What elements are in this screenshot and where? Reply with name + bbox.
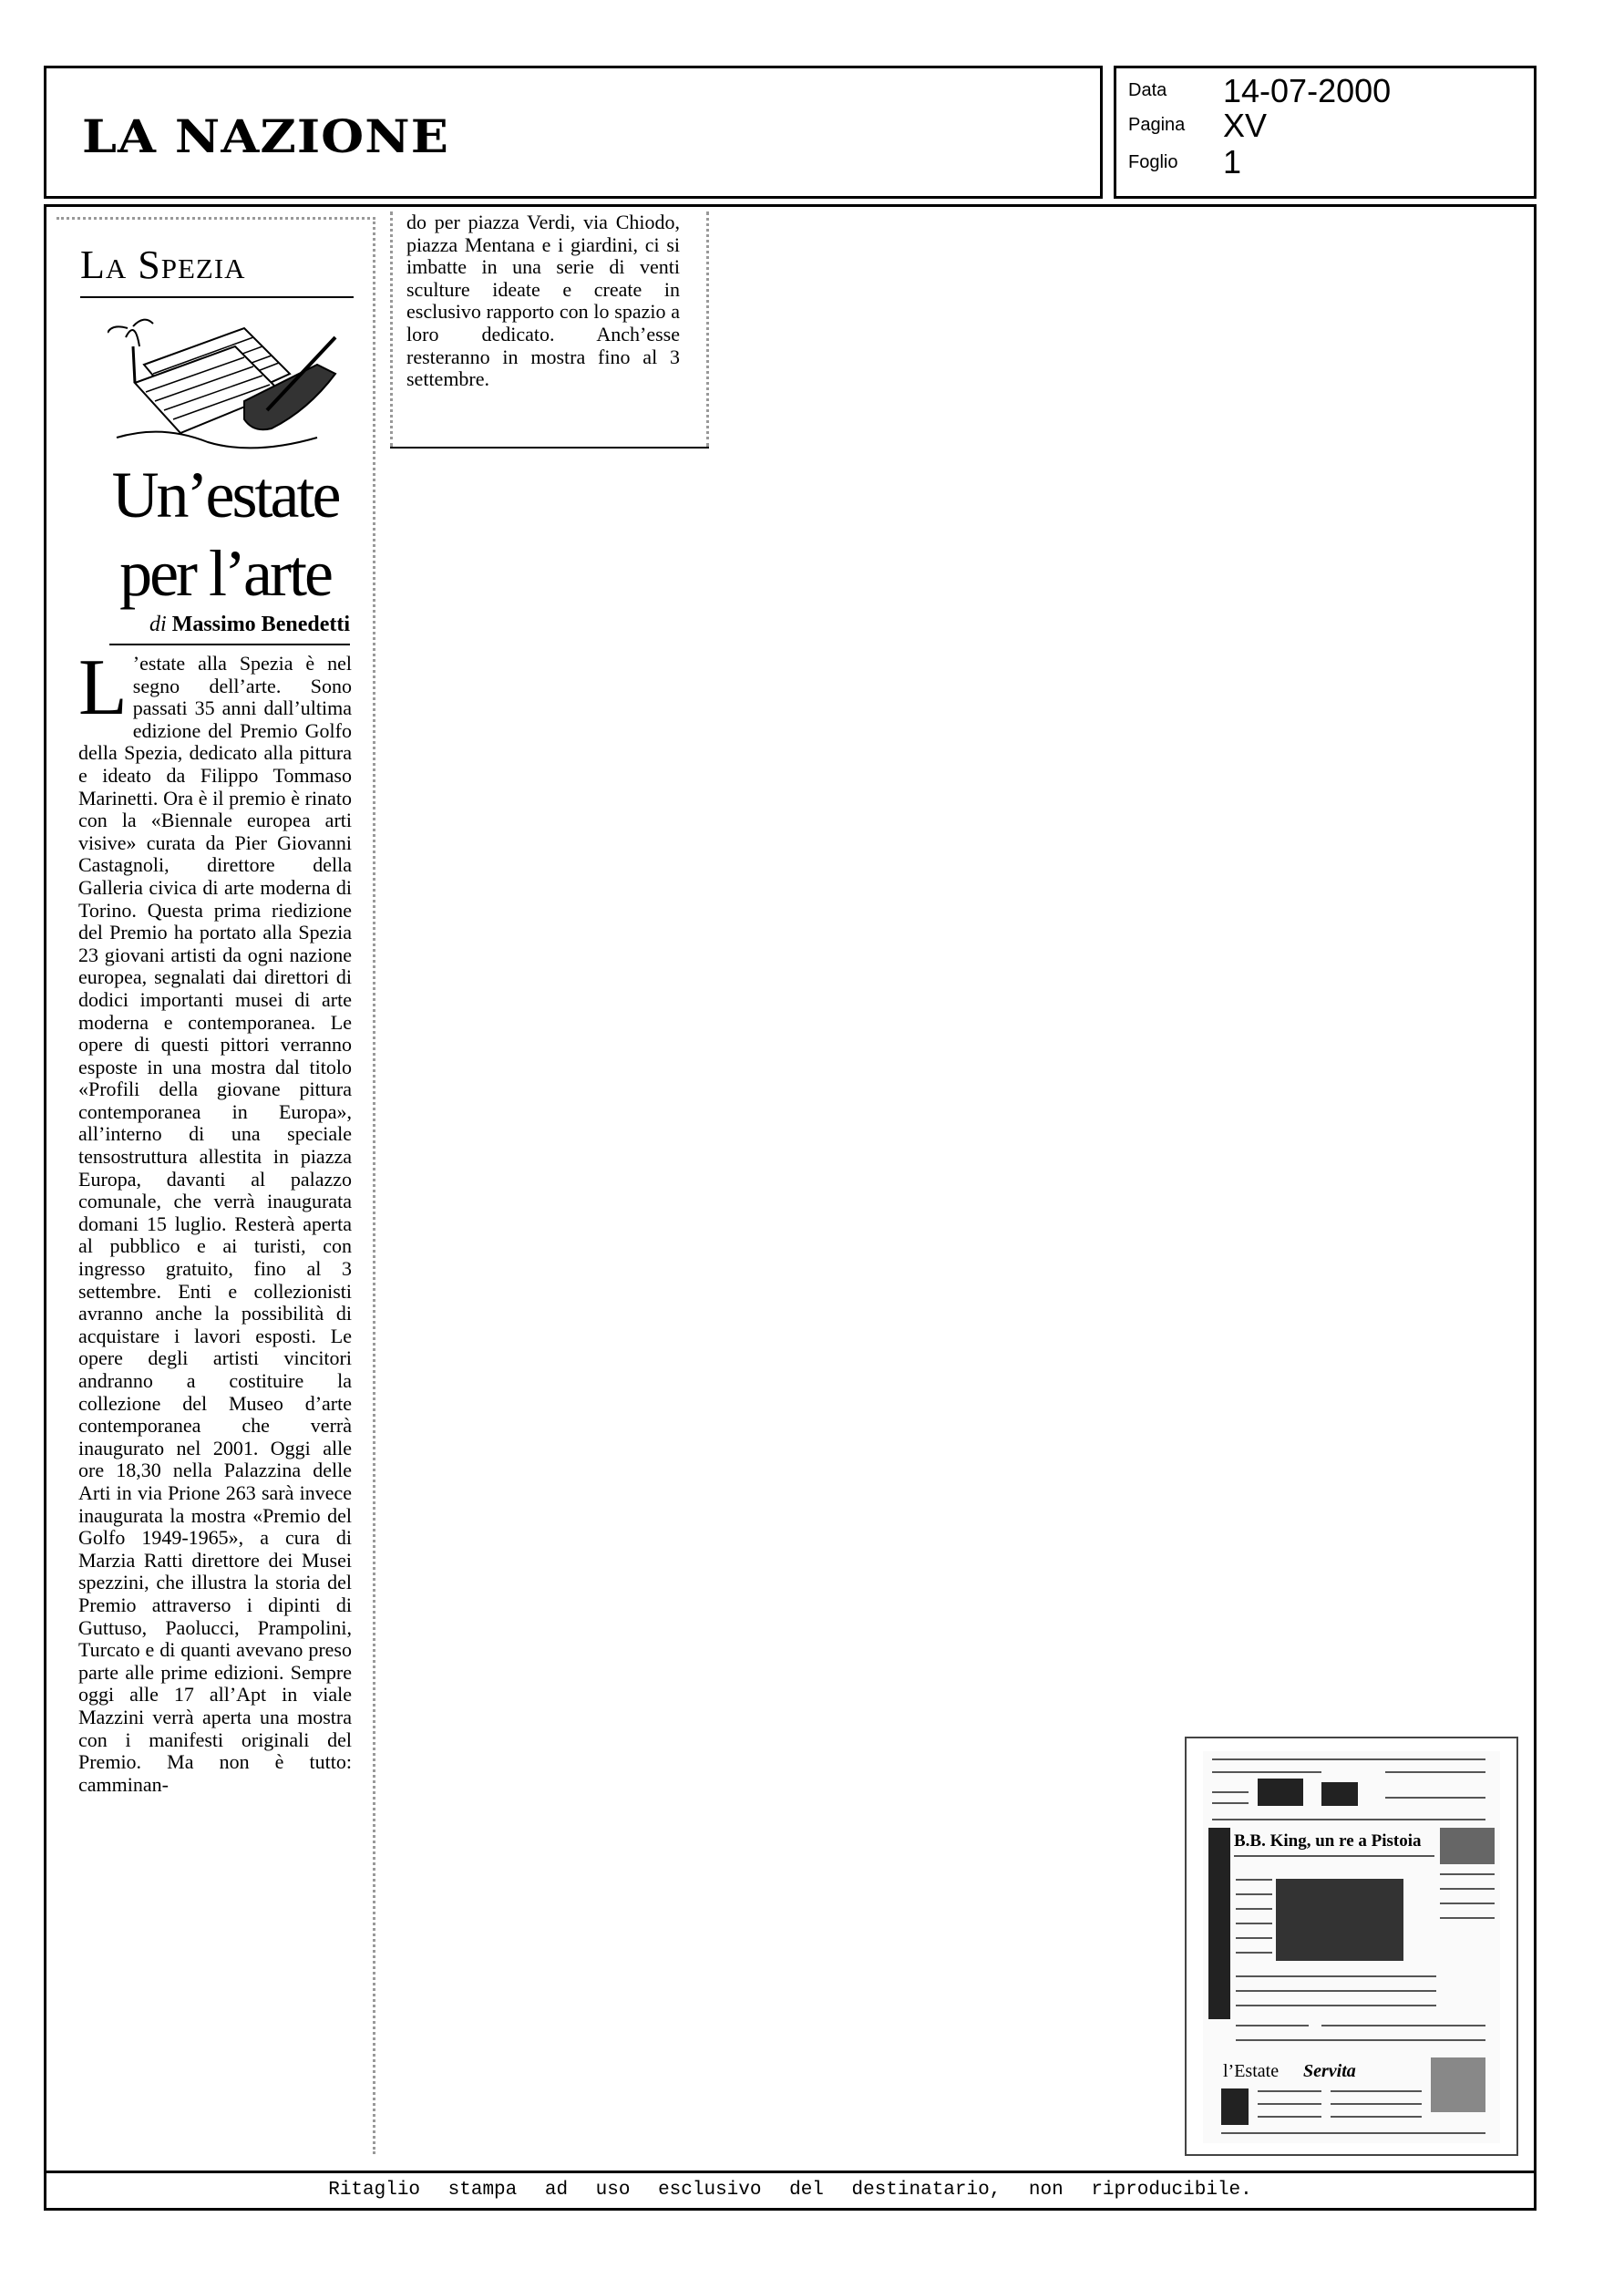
drop-cap: L bbox=[78, 644, 128, 732]
byline-prefix: di bbox=[149, 613, 167, 636]
author-name: Massimo Benedetti bbox=[171, 613, 350, 636]
thumbnail-servita: Servita bbox=[1303, 2061, 1356, 2081]
thumbnail-page bbox=[1203, 1751, 1500, 2143]
section-rule bbox=[80, 296, 354, 298]
pagina-label: Pagina bbox=[1128, 115, 1186, 135]
article-body-column-2: do per piazza Verdi, via Chiodo, piazza Mentana e i giardini, ci si imbatte in una serie di venti sculture ideate e create in esclusivo rapporto con lo spazio a loro dedicato. Anch’esse resteranno in mostra fino al 3 settembre. bbox=[406, 211, 680, 391]
thumbnail-headline: B.B. King, un re a Pistoia bbox=[1234, 1831, 1422, 1851]
newspaper-masthead: LA NAZIONE bbox=[82, 109, 449, 163]
headline-line-1: Un’estate bbox=[111, 459, 339, 531]
reproduction-notice: Ritaglio stampa ad uso esclusivo del destinatario, non riproducibile. bbox=[44, 2171, 1537, 2211]
pagina-value: XV bbox=[1223, 107, 1268, 144]
headline bbox=[84, 456, 366, 613]
headline-line-2: per l’arte bbox=[119, 537, 331, 610]
article-body-column-1 bbox=[78, 644, 352, 1796]
data-label: Data bbox=[1128, 80, 1167, 100]
page-thumbnail bbox=[1185, 1737, 1518, 2156]
foglio-label: Foglio bbox=[1128, 152, 1178, 172]
article-text-1: ’estate alla Spezia è nel segno dell’arte. Sono passati 35 anni dall’ultima edizione del Premio Golfo della Spezia, dedicato alla pittura e ideato da Filippo Tommaso Marinetti. Ora è il premio è rinato con la «Biennale europea arti visive» curata da Pier Giovanni Castagnoli, direttore della Galleria civica di arte moderna di Torino. Questa prima riedizione del Premio ha portato alla Spezia 23 giovani artisti da ogni nazione europea, segnalati dai direttori di dodici importanti musei di arte moderna e contemporanea. Le opere di questi pittori verranno esposte in una mostra dal titolo «Profili della giovane pittura contemporanea in Europa», all’interno di una speciale tensostruttura allestita in piazza Europa, davanti al palazzo comunale, che verrà inaugurata domani 15 luglio. Resterà aperta al pubblico e ai turisti, con ingresso gratuito, fino al 3 settembre. Enti e collezionisti avranno anche la possibilità di acquistare i lavori esposti. Le opere degli artisti vincitori andranno a costituire la collezione del Museo d’arte contemporanea che verrà inaugurato nel 2001. Oggi alle ore 18,30 nella Palazzina delle Arti in via Prione 263 sarà invece inaugurata la mostra «Premio del Golfo 1949-1965», a cura di Marzia Ratti direttore dei Musei spezzini, che illustra la storia del Premio attraverso i dipinti di Guttuso, Paolucci, Prampolini, Turcato e di quanti avevano preso parte alle prime edizioni. Sempre oggi alle 17 all’Apt in viale Mazzini verrà aperta una mostra con i manifesti originali del Premio. Ma non è tutto: camminan- bbox=[78, 652, 352, 1796]
writing-hand-illustration bbox=[108, 310, 344, 456]
column-end-rule bbox=[390, 447, 709, 449]
foglio-value: 1 bbox=[1223, 143, 1242, 180]
section-title: La Spezia bbox=[80, 242, 246, 287]
data-value: 14-07-2000 bbox=[1223, 72, 1392, 109]
byline-rule bbox=[109, 644, 350, 645]
thumbnail-estate: l’Estate bbox=[1223, 2061, 1280, 2081]
byline bbox=[84, 613, 350, 637]
